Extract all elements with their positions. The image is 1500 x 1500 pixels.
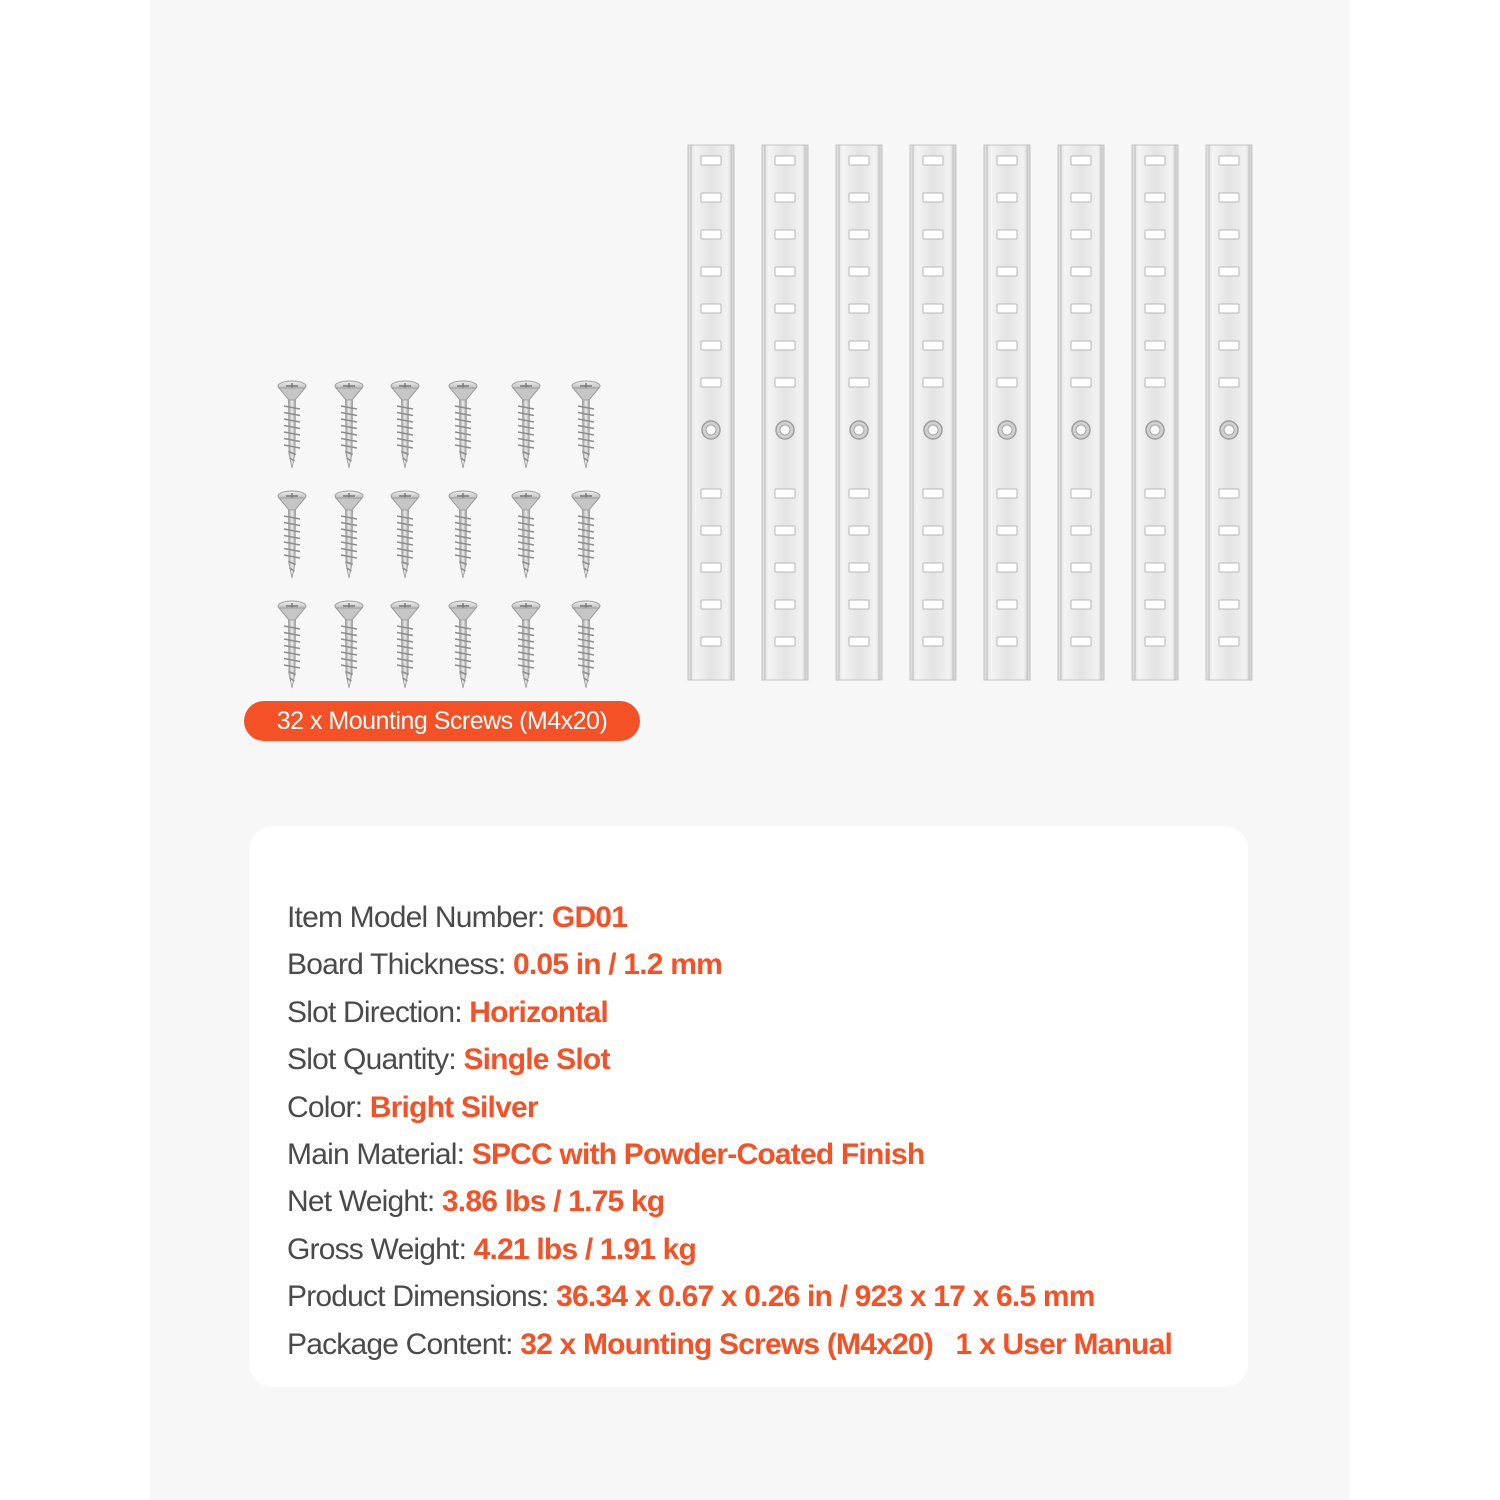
slotted-shelf-rail-icon bbox=[1058, 145, 1104, 680]
spec-value: 36.34 x 0.67 x 0.26 in / 923 x 17 x 6.5 mm bbox=[556, 1280, 1095, 1314]
spec-label: Package Content: bbox=[287, 1327, 521, 1361]
spec-value: 4.21 lbs / 1.91 kg bbox=[473, 1232, 697, 1266]
spec-label: Color: bbox=[287, 1090, 370, 1124]
slotted-shelf-rail-icon bbox=[984, 145, 1030, 680]
spec-value: GD01 bbox=[551, 901, 628, 934]
spec-row-net-weight bbox=[287, 1178, 1227, 1225]
spec-row-package-content bbox=[287, 1321, 1227, 1368]
spec-row-gross-weight bbox=[287, 1226, 1227, 1273]
spec-list bbox=[287, 894, 1227, 1368]
spec-value: Bright Silver bbox=[369, 1090, 538, 1124]
spec-value: SPCC with Powder-Coated Finish bbox=[471, 1137, 925, 1171]
spec-label: Board Thickness: bbox=[287, 948, 513, 982]
spec-label: Product Dimensions: bbox=[287, 1280, 557, 1314]
spec-value: 32 x Mounting Screws (M4x20) 1 x User Manual bbox=[520, 1327, 1172, 1361]
spec-row-slot-direction bbox=[287, 989, 1227, 1036]
spec-label: Main Material: bbox=[287, 1137, 472, 1171]
spec-label: Item Model Number: bbox=[287, 901, 552, 934]
spec-row-color bbox=[287, 1084, 1227, 1131]
spec-label: Slot Direction: bbox=[287, 995, 470, 1029]
spec-row-model bbox=[287, 894, 1227, 941]
spec-card bbox=[249, 826, 1248, 1387]
spec-value: Single Slot bbox=[463, 1043, 610, 1077]
slotted-shelf-rail-icon bbox=[688, 145, 734, 680]
spec-label: Net Weight: bbox=[287, 1185, 442, 1219]
spec-row-thickness bbox=[287, 941, 1227, 988]
spec-label: Slot Quantity: bbox=[287, 1043, 464, 1077]
screw-count-badge: 32 x Mounting Screws (M4x20) bbox=[244, 701, 640, 741]
spec-value: Horizontal bbox=[469, 995, 608, 1029]
slotted-shelf-rail-icon bbox=[910, 145, 956, 680]
spec-row-slot-quantity bbox=[287, 1036, 1227, 1083]
spec-label: Gross Weight: bbox=[287, 1232, 474, 1266]
spec-row-dimensions bbox=[287, 1273, 1227, 1320]
slotted-shelf-rail-icon bbox=[836, 145, 882, 680]
spec-value: 0.05 in / 1.2 mm bbox=[512, 948, 722, 982]
slotted-shelf-rail-icon bbox=[1206, 145, 1252, 680]
spec-value: 3.86 lbs / 1.75 kg bbox=[441, 1185, 665, 1219]
slotted-shelf-rail-icon bbox=[762, 145, 808, 680]
spec-row-material bbox=[287, 1131, 1227, 1178]
slotted-shelf-rail-icon bbox=[1132, 145, 1178, 680]
